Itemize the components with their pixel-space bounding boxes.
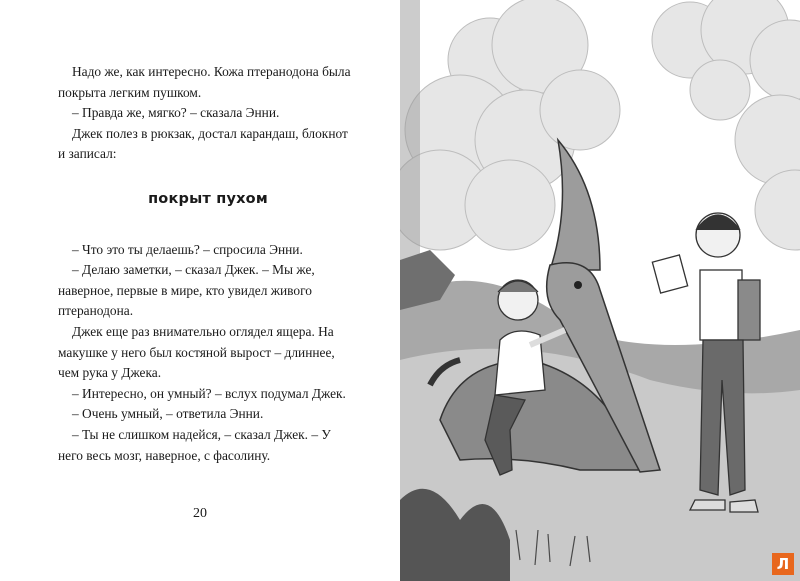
paragraph: Джек полез в рюкзак, достал карандаш, блокнот и записал:	[58, 125, 348, 162]
paragraph: Джек еще раз внимательно оглядел ящера. На макушке у него был костяной вырост – длиннее, чем рука у Джека.	[58, 323, 335, 381]
pteranodon-eye	[574, 281, 582, 289]
paragraph: – Ты не слишком надейся, – сказал Джек. – У него весь мозг, наверное, с фасолину.	[58, 426, 331, 463]
right-page	[400, 0, 800, 581]
paragraph: Надо же, как интересно. Кожа птеранодона была покрыта легким пушком.	[58, 64, 351, 100]
handwritten-note: покрыт пухом	[148, 190, 268, 207]
paragraph: – Очень умный, – ответила Энни.	[72, 406, 264, 422]
paragraph: – Делаю заметки, – сказал Джек. – Мы же, наверное, первые в мире, кто увидел живого птеранодона.	[58, 262, 315, 319]
page-number: 20	[193, 506, 207, 521]
paragraph: – Что это ты делаешь? – спросила Энни.	[72, 241, 303, 257]
paragraph: – Правда же, мягко? – сказала Энни.	[72, 105, 280, 121]
paragraph: – Интересно, он умный? – вслух подумал Джек.	[72, 385, 346, 401]
text-block	[58, 62, 358, 466]
pteranodon-illustration	[400, 0, 800, 581]
publisher-logo: Л	[772, 553, 794, 575]
